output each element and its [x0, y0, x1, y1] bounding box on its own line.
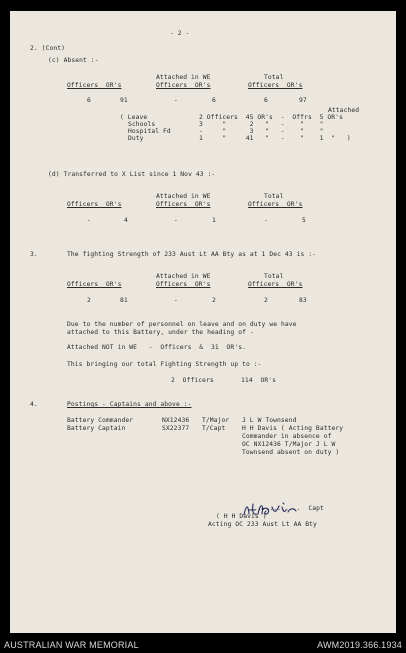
section-c-heading: (c) Absent :-: [48, 57, 99, 64]
posting-note-line-3: Townsend absent on duty ): [242, 449, 340, 456]
document-page: [10, 11, 396, 633]
s3-attached-ors: 2: [212, 297, 216, 304]
s3-total-ors: 83: [299, 297, 307, 304]
posting-role-2: Battery Captain: [67, 425, 126, 432]
breakdown-label-leave: ( Leave: [120, 114, 148, 121]
signature-name: ( H H Davis ): [216, 513, 267, 520]
col-header-officers-ors-3: Officers OR's: [248, 82, 303, 89]
s3-header-attached: Attached in WE: [156, 273, 211, 280]
breakdown-val-hospital: - " 3 " - " ": [199, 128, 324, 135]
section-3-heading: The fighting Strength of 233 Aust Lt AA Bty as at 1 Dec 43 is :-: [67, 251, 317, 258]
posting-note-line-1: Commander in absence of: [242, 433, 332, 440]
c-total-officers: 6: [264, 97, 268, 104]
signature-rank-line: ............. Capt: [250, 505, 324, 512]
posting-rank-2: T/Capt: [202, 425, 226, 432]
s3-ors: 81: [120, 297, 128, 304]
s3-para-line-1: Due to the number of personnel on leave and on duty we have: [67, 321, 297, 328]
s3-header-total: Total: [264, 273, 284, 280]
section-2-number: 2. (Cont): [30, 45, 66, 52]
footer-accession-id: AWM2019.366.1934: [317, 640, 402, 650]
d-header-total: Total: [264, 193, 284, 200]
s3-total-strength: 2 Officers 114 OR's: [171, 377, 277, 384]
d-officers: -: [87, 217, 91, 224]
breakdown-label-hospital: Hospital Fd: [128, 128, 171, 135]
d-attached-officers: -: [174, 217, 178, 224]
c-officers: 6: [87, 97, 91, 104]
s3-col-header-3: Officers OR's: [248, 281, 303, 288]
d-header-attached: Attached in WE: [156, 193, 211, 200]
s3-col-header-1: Officers OR's: [67, 281, 122, 288]
d-col-header-3: Officers OR's: [248, 201, 303, 208]
s3-officers: 2: [87, 297, 91, 304]
s3-total-officers: 2: [264, 297, 268, 304]
breakdown-val-duty: 1 " 41 " - " 1 " ): [199, 135, 351, 142]
page-number: - 2 -: [170, 30, 190, 37]
breakdown-val-leave: 2 Officers 45 OR's - Offrs 5 OR's: [199, 114, 343, 121]
c-ors: 91: [120, 97, 128, 104]
c-total-ors: 97: [299, 97, 307, 104]
d-attached-ors: 1: [212, 217, 216, 224]
attached-label: Attached: [328, 107, 360, 114]
c-attached-ors: 6: [212, 97, 216, 104]
breakdown-label-duty: Duty: [128, 135, 144, 142]
s3-col-header-2: Officers OR's: [156, 281, 211, 288]
posting-no-1: NX12436: [162, 417, 190, 424]
s3-attached-officers: -: [174, 297, 178, 304]
section-d-heading: (d) Transferred to X List since 1 Nov 43 :-: [48, 171, 216, 178]
c-attached-officers: -: [174, 97, 178, 104]
footer-source: AUSTRALIAN WAR MEMORIAL: [4, 640, 139, 650]
s3-bringing-total: This bringing our total Fighting Strength up to :-: [67, 361, 262, 368]
signature-title: Acting OC 233 Aust Lt AA Bty: [208, 521, 317, 528]
col-header-officers-ors-2: Officers OR's: [156, 82, 211, 89]
posting-rank-1: T/Major: [202, 417, 230, 424]
posting-name-1: J L W Townsend: [242, 417, 297, 424]
d-total-ors: 5: [302, 217, 306, 224]
s3-attached-not-in-we: Attached NOT in WE - Officers & 31 OR's.: [67, 344, 246, 351]
section-4-number: 4.: [30, 401, 38, 408]
posting-no-2: SX22377: [162, 425, 190, 432]
d-total-officers: -: [264, 217, 268, 224]
header-total: Total: [264, 74, 284, 81]
posting-name-2: H H Davis ( Acting Battery: [242, 425, 344, 432]
posting-note-line-2: OC NX12436 T/Major J L W: [242, 441, 336, 448]
d-col-header-2: Officers OR's: [156, 201, 211, 208]
posting-role-1: Battery Commander: [67, 417, 134, 424]
breakdown-val-schools: 3 " 2 " - " ": [199, 121, 324, 128]
section-3-number: 3.: [30, 251, 38, 258]
s3-para-line-2: attached to this Battery, under the heading of -: [67, 329, 254, 336]
col-header-officers-ors-1: Officers OR's: [67, 82, 122, 89]
header-attached: Attached in WE: [156, 74, 211, 81]
section-4-heading: Postings - Captains and above :-: [67, 401, 192, 408]
d-ors: 4: [124, 217, 128, 224]
d-col-header-1: Officers OR's: [67, 201, 122, 208]
breakdown-label-schools: Schools: [128, 121, 156, 128]
